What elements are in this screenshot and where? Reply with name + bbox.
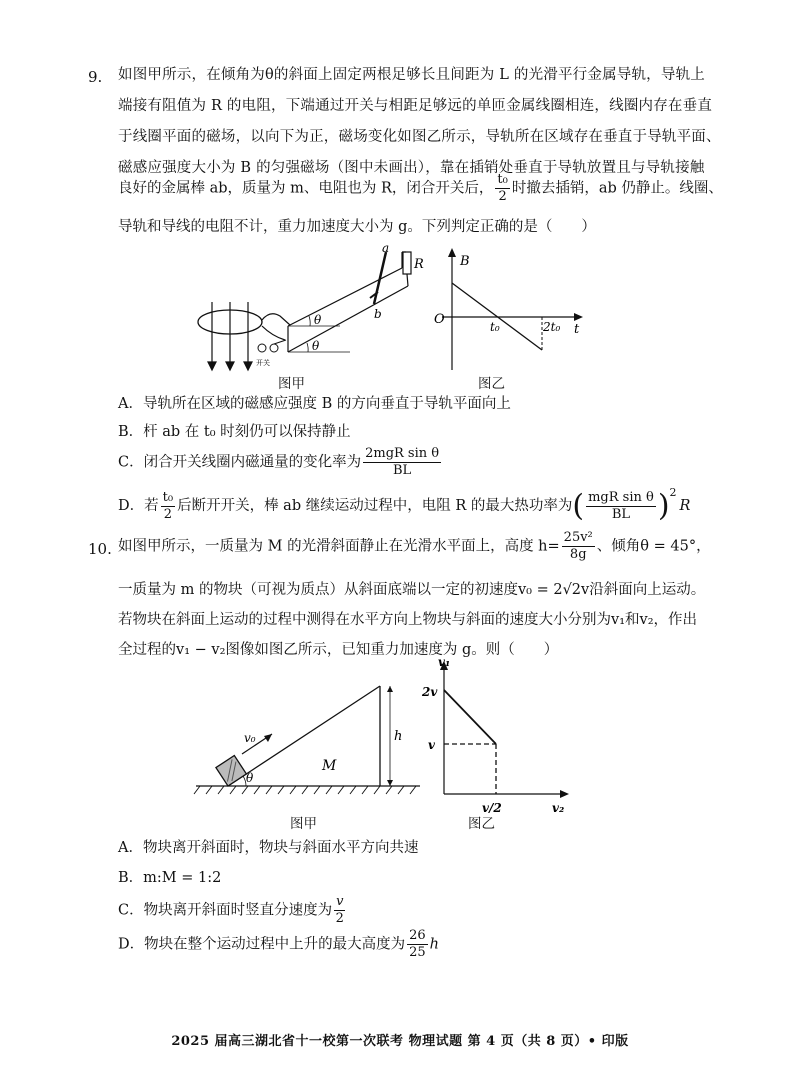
axis-B-label: B [460, 254, 470, 269]
ground-hatch [194, 786, 416, 794]
q10-line-1 [118, 530, 711, 563]
q10-option-d-tail: h [429, 936, 440, 953]
q9-line-4: 磁感应强度大小为 B 的匀强磁场（图中未画出），靠在插销处垂直于导轨放置且与导轨接触 [118, 160, 705, 176]
theta-label: θ [246, 771, 254, 785]
origin-label: O [434, 312, 445, 327]
q9-option-d-fraction-1 [161, 490, 175, 523]
q10-line-4: 全过程的v₁ − v₂图像如图乙所示，已知重力加速度为 g。则（ ） [118, 642, 559, 658]
fraction-denominator: 2 [498, 189, 507, 204]
q9-option-d-mid: 后断开开关，棒 ab 继续运动过程中，电阻 R 的最大热功率为 [177, 498, 573, 514]
tick-v-half: v/2 [482, 801, 502, 815]
rail-upper [288, 268, 402, 326]
q9-option-d-pre: D．若 [118, 498, 159, 514]
q10-option-c [118, 894, 347, 927]
v1-v2-line [444, 690, 496, 744]
q9-option-c [118, 446, 443, 479]
q9-line-5-post: 时撤去插销，ab 仍静止。线圈、 [511, 180, 723, 197]
q9-option-d: D．若 $\frac{\text{t₀}}{2}$ 后断开开关，棒 ab 继续运动过程中，电阻 R 的最大热功率为( $\frac{\text{mgR sin θ}}{BL}$ )$^2$R [118, 486, 691, 524]
q9-line-5 [118, 172, 723, 205]
q10-figure-yi [420, 656, 580, 816]
q9-line-2: 端接有阻值为 R 的电阻，下端通过开关与相距足够远的单匝金属线圈相连，线圈内存在垂直 [118, 98, 713, 114]
tick-v: v [428, 738, 435, 752]
v0-label: v₀ [244, 731, 256, 745]
q9-option-d-tail: R [679, 498, 691, 514]
q10-line-1-post: 、倾角θ = 45°， [596, 538, 711, 555]
switch-label: 开关 [256, 359, 270, 367]
axis-v1-label: v₁ [438, 656, 451, 669]
block [216, 756, 246, 786]
fraction-denominator: 2 [163, 506, 172, 522]
q9-fig-yi-caption: 图乙 [478, 376, 505, 392]
height-label: h [394, 729, 403, 744]
q10-line-1-fraction [562, 530, 595, 563]
fraction-denominator: 25 [409, 945, 426, 960]
rod-end-b: b [374, 307, 382, 321]
page-footer: 2025 届高三湖北省十一校第一次联考 物理试题 第 4 页（共 8 页）• 印版 [171, 1034, 629, 1049]
rod-ab [374, 252, 386, 304]
theta-label-1: θ [314, 313, 322, 327]
mass-M-label: M [322, 758, 337, 774]
q9-line-5-pre: 良好的金属棒 ab，质量为 m、电阻也为 R，闭合开关后， [118, 180, 494, 197]
q9-option-a: A．导轨所在区域的磁感应强度 B 的方向垂直于导轨平面向上 [118, 396, 511, 412]
tick-t0: t₀ [490, 320, 500, 334]
fraction-numerator: 2mgR sin θ [365, 446, 440, 461]
q10-option-d [118, 928, 439, 961]
q9-figure-yi [430, 245, 590, 375]
q10-option-d-text: D．物块在整个运动过程中上升的最大高度为 [118, 936, 406, 953]
question-9-number: 9. [88, 68, 103, 86]
q9-option-c-text: C．闭合开关线圈内磁通量的变化率为 [118, 454, 362, 471]
question-10-number: 10. [88, 540, 112, 558]
q9-line-1: 如图甲所示，在倾角为θ的斜面上固定两根足够长且间距为 L 的光滑平行金属导轨，导轨上 [118, 67, 705, 83]
tick-2v: 2v [422, 685, 438, 699]
q9-option-c-fraction [363, 446, 441, 479]
fraction-numerator: v [336, 894, 344, 909]
q10-fig-jia-caption: 图甲 [290, 816, 317, 832]
q10-fig-yi-caption: 图乙 [468, 816, 495, 832]
q10-option-a: A．物块离开斜面时，物块与斜面水平方向共速 [118, 840, 419, 856]
resistor-R [403, 252, 411, 274]
fraction-numerator: t₀ [497, 172, 508, 187]
fraction-denominator: BL [611, 506, 631, 522]
fraction-numerator: mgR sin θ [588, 489, 654, 505]
fraction-denominator: 8g [569, 547, 587, 562]
q9-option-b: B．杆 ab 在 t₀ 时刻仍可以保持静止 [118, 424, 351, 440]
q9-option-d-fraction-2 [586, 490, 656, 523]
resistor-label: R [414, 257, 424, 272]
exponent: 2 [669, 486, 677, 499]
field-arrows [208, 302, 252, 370]
q10-figure-jia [192, 678, 424, 806]
rod-end-a: a [382, 241, 390, 255]
axis-v2-label: v₂ [552, 801, 565, 815]
q10-line-3: 若物块在斜面上运动的过程中测得在水平方向上物块与斜面的速度大小分别为v₁和v₂，作出 [118, 612, 698, 628]
fraction-denominator: BL [393, 463, 412, 478]
q9-line-6: 导轨和导线的电阻不计，重力加速度大小为 g。下列判定正确的是（ ） [118, 219, 596, 235]
fraction-numerator: 26 [409, 928, 426, 943]
q10-option-b: B．m:M = 1:2 [118, 870, 222, 886]
q9-fig-jia-caption: 图甲 [278, 376, 305, 392]
fraction-denominator: 2 [335, 911, 344, 926]
q9-line-3: 于线圈平面的磁场，以向下为正，磁场变化如图乙所示，导轨所在区域存在垂直于导轨平面、 [118, 129, 721, 145]
fraction-numerator: t₀ [162, 489, 174, 505]
q10-option-c-text: C．物块离开斜面时竖直分速度为 [118, 902, 333, 919]
q9-line-5-fraction [495, 172, 509, 205]
theta-label-2: θ [312, 339, 320, 353]
q9-figure-jia [190, 240, 430, 375]
q10-option-c-fraction [334, 894, 345, 927]
q10-line-1-pre: 如图甲所示，一质量为 M 的光滑斜面静止在光滑水平面上，高度 h= [118, 538, 560, 555]
fraction-numerator: 25v² [563, 530, 593, 545]
q10-line-2: 一质量为 m 的物块（可视为质点）从斜面底端以一定的初速度v₀ = 2√2v沿斜面向上运动。 [118, 582, 706, 598]
tick-2t0: 2t₀ [543, 320, 561, 334]
q10-option-d-fraction [407, 928, 428, 961]
question-9-stem [118, 60, 758, 184]
axis-t-label: t [574, 322, 580, 337]
